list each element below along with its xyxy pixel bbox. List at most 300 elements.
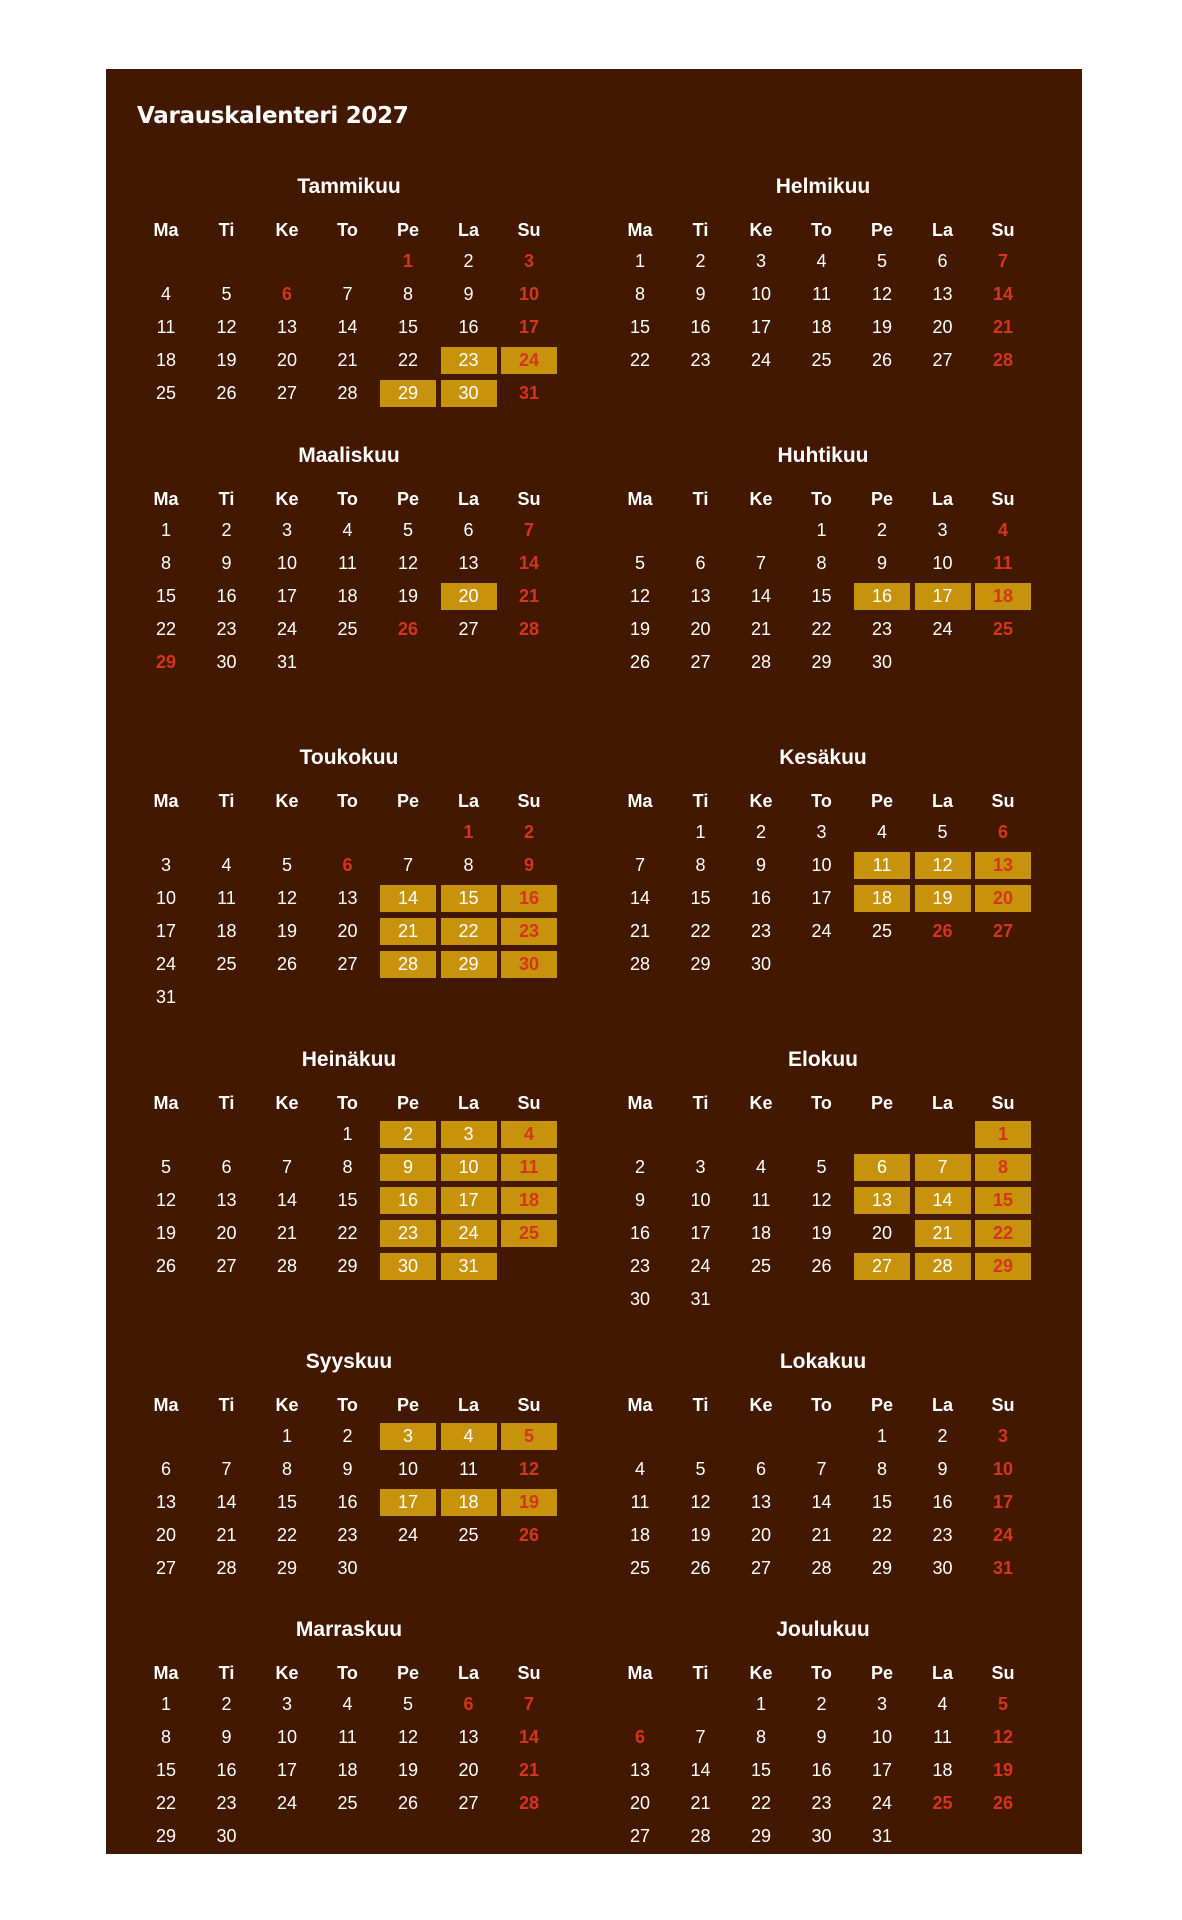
day-cell[interactable]: 8 (634, 284, 645, 304)
day-cell[interactable]: 2 (221, 520, 232, 540)
day-cell-booked[interactable]: 28 (380, 951, 436, 978)
day-cell[interactable]: 8 (342, 1157, 353, 1177)
day-cell[interactable]: 26 (992, 1793, 1014, 1813)
day-cell[interactable]: 2 (695, 251, 706, 271)
day-cell[interactable]: 25 (750, 1256, 772, 1276)
day-cell[interactable]: 6 (755, 1459, 766, 1479)
day-cell[interactable]: 11 (933, 1727, 952, 1747)
day-cell[interactable]: 28 (992, 350, 1014, 370)
day-cell[interactable]: 2 (816, 1694, 827, 1714)
day-cell[interactable]: 13 (458, 1727, 479, 1747)
day-cell[interactable]: 29 (871, 1558, 893, 1578)
day-cell[interactable]: 26 (397, 1793, 419, 1813)
day-cell[interactable]: 3 (937, 520, 948, 540)
day-cell[interactable]: 7 (997, 251, 1008, 271)
day-cell[interactable]: 10 (276, 553, 298, 573)
day-cell[interactable]: 16 (690, 317, 711, 337)
day-cell[interactable]: 23 (216, 619, 237, 639)
day-cell[interactable]: 4 (160, 284, 171, 304)
day-cell[interactable]: 11 (459, 1459, 478, 1479)
day-cell[interactable]: 4 (937, 1694, 948, 1714)
day-cell[interactable]: 8 (160, 1727, 171, 1747)
day-cell[interactable]: 8 (281, 1459, 292, 1479)
day-cell[interactable]: 22 (690, 921, 711, 941)
day-cell[interactable]: 9 (816, 1727, 827, 1747)
day-cell[interactable]: 14 (992, 284, 1014, 304)
day-cell[interactable]: 19 (811, 1223, 832, 1243)
day-cell[interactable]: 16 (216, 1760, 237, 1780)
day-cell[interactable]: 1 (342, 1124, 353, 1144)
day-cell-booked[interactable]: 7 (915, 1154, 971, 1181)
day-cell[interactable]: 10 (155, 888, 177, 908)
day-cell[interactable]: 16 (750, 888, 772, 908)
day-cell[interactable]: 7 (221, 1459, 232, 1479)
day-cell[interactable]: 18 (811, 317, 832, 337)
day-cell[interactable]: 6 (342, 855, 353, 875)
day-cell[interactable]: 23 (811, 1793, 832, 1813)
day-cell[interactable]: 23 (629, 1256, 651, 1276)
day-cell[interactable]: 25 (458, 1525, 479, 1545)
day-cell[interactable]: 3 (997, 1426, 1008, 1446)
day-cell[interactable]: 19 (216, 350, 237, 370)
day-cell[interactable]: 2 (342, 1426, 353, 1446)
day-cell[interactable]: 1 (816, 520, 827, 540)
day-cell[interactable]: 9 (342, 1459, 353, 1479)
day-cell[interactable]: 28 (337, 383, 358, 403)
day-cell[interactable]: 5 (876, 251, 887, 271)
day-cell[interactable]: 30 (750, 954, 772, 974)
day-cell[interactable]: 15 (750, 1760, 772, 1780)
day-cell-booked[interactable]: 5 (501, 1423, 557, 1450)
day-cell[interactable]: 12 (811, 1190, 832, 1210)
day-cell[interactable]: 6 (997, 822, 1008, 842)
day-cell[interactable]: 11 (993, 553, 1013, 573)
day-cell[interactable]: 10 (276, 1727, 298, 1747)
day-cell-booked[interactable]: 31 (441, 1253, 497, 1280)
day-cell[interactable]: 14 (750, 586, 772, 606)
day-cell[interactable]: 22 (397, 350, 419, 370)
day-cell[interactable]: 29 (276, 1558, 298, 1578)
day-cell[interactable]: 25 (811, 350, 832, 370)
day-cell[interactable]: 1 (160, 1694, 171, 1714)
day-cell[interactable]: 21 (750, 619, 772, 639)
day-cell[interactable]: 22 (155, 1793, 177, 1813)
day-cell-booked[interactable]: 10 (441, 1154, 497, 1181)
day-cell-booked[interactable]: 24 (441, 1220, 497, 1247)
day-cell[interactable]: 20 (155, 1525, 177, 1545)
day-cell[interactable]: 7 (816, 1459, 827, 1479)
day-cell[interactable]: 26 (216, 383, 237, 403)
day-cell[interactable]: 10 (871, 1727, 893, 1747)
day-cell[interactable]: 5 (402, 1694, 413, 1714)
day-cell[interactable]: 25 (155, 383, 177, 403)
day-cell[interactable]: 24 (932, 619, 953, 639)
day-cell[interactable]: 26 (518, 1525, 540, 1545)
day-cell[interactable]: 6 (695, 553, 706, 573)
day-cell-booked[interactable]: 16 (854, 583, 910, 610)
day-cell-booked[interactable]: 20 (441, 583, 497, 610)
day-cell[interactable]: 14 (276, 1190, 298, 1210)
day-cell[interactable]: 3 (160, 855, 171, 875)
day-cell[interactable]: 6 (937, 251, 948, 271)
day-cell[interactable]: 14 (337, 317, 358, 337)
day-cell-booked[interactable]: 29 (975, 1253, 1031, 1280)
day-cell[interactable]: 19 (397, 1760, 419, 1780)
day-cell[interactable]: 26 (397, 619, 419, 639)
day-cell[interactable]: 29 (750, 1826, 772, 1846)
day-cell[interactable]: 11 (751, 1190, 771, 1210)
day-cell[interactable]: 12 (397, 1727, 419, 1747)
day-cell[interactable]: 24 (871, 1793, 893, 1813)
day-cell[interactable]: 17 (690, 1223, 711, 1243)
day-cell[interactable]: 18 (337, 1760, 358, 1780)
day-cell[interactable]: 11 (812, 284, 831, 304)
day-cell-booked[interactable]: 22 (975, 1220, 1031, 1247)
day-cell[interactable]: 15 (871, 1492, 893, 1512)
day-cell[interactable]: 5 (402, 520, 413, 540)
day-cell[interactable]: 4 (997, 520, 1008, 540)
day-cell[interactable]: 23 (337, 1525, 358, 1545)
day-cell-booked[interactable]: 18 (441, 1489, 497, 1516)
day-cell[interactable]: 13 (932, 284, 953, 304)
day-cell[interactable]: 21 (629, 921, 651, 941)
day-cell[interactable]: 16 (629, 1223, 651, 1243)
day-cell[interactable]: 17 (155, 921, 177, 941)
day-cell[interactable]: 31 (518, 383, 540, 403)
day-cell[interactable]: 18 (337, 586, 358, 606)
day-cell[interactable]: 7 (342, 284, 353, 304)
day-cell-booked[interactable]: 22 (441, 918, 497, 945)
day-cell[interactable]: 29 (690, 954, 711, 974)
day-cell[interactable]: 24 (155, 954, 177, 974)
day-cell[interactable]: 21 (992, 317, 1014, 337)
day-cell[interactable]: 18 (629, 1525, 651, 1545)
day-cell[interactable]: 5 (221, 284, 232, 304)
day-cell-booked[interactable]: 17 (441, 1187, 497, 1214)
day-cell[interactable]: 21 (518, 586, 540, 606)
day-cell-booked[interactable]: 23 (441, 347, 497, 374)
day-cell-booked[interactable]: 16 (380, 1187, 436, 1214)
day-cell-booked[interactable]: 14 (380, 885, 436, 912)
day-cell[interactable]: 14 (811, 1492, 832, 1512)
day-cell[interactable]: 8 (755, 1727, 766, 1747)
day-cell[interactable]: 23 (690, 350, 711, 370)
day-cell-booked[interactable]: 30 (380, 1253, 436, 1280)
day-cell[interactable]: 28 (811, 1558, 832, 1578)
day-cell[interactable]: 15 (276, 1492, 298, 1512)
day-cell[interactable]: 15 (155, 586, 177, 606)
day-cell[interactable]: 28 (276, 1256, 298, 1276)
day-cell[interactable]: 30 (871, 652, 893, 672)
day-cell[interactable]: 4 (221, 855, 232, 875)
day-cell[interactable]: 20 (750, 1525, 772, 1545)
day-cell[interactable]: 12 (518, 1459, 540, 1479)
day-cell-booked[interactable]: 21 (380, 918, 436, 945)
day-cell[interactable]: 2 (937, 1426, 948, 1446)
day-cell[interactable]: 25 (216, 954, 237, 974)
day-cell[interactable]: 29 (155, 1826, 177, 1846)
day-cell[interactable]: 25 (992, 619, 1014, 639)
day-cell[interactable]: 11 (156, 317, 176, 337)
day-cell[interactable]: 4 (342, 1694, 353, 1714)
day-cell[interactable]: 3 (816, 822, 827, 842)
day-cell[interactable]: 10 (690, 1190, 711, 1210)
day-cell[interactable]: 14 (629, 888, 651, 908)
day-cell[interactable]: 17 (992, 1492, 1014, 1512)
day-cell[interactable]: 24 (276, 619, 298, 639)
day-cell[interactable]: 5 (634, 553, 645, 573)
day-cell[interactable]: 22 (750, 1793, 772, 1813)
day-cell-booked[interactable]: 24 (501, 347, 557, 374)
day-cell[interactable]: 24 (276, 1793, 298, 1813)
day-cell[interactable]: 19 (629, 619, 651, 639)
day-cell[interactable]: 13 (750, 1492, 772, 1512)
day-cell[interactable]: 23 (871, 619, 893, 639)
day-cell[interactable]: 26 (629, 652, 651, 672)
day-cell[interactable]: 9 (221, 553, 232, 573)
day-cell[interactable]: 1 (634, 251, 645, 271)
day-cell[interactable]: 12 (216, 317, 237, 337)
day-cell[interactable]: 16 (458, 317, 479, 337)
day-cell[interactable]: 13 (458, 553, 479, 573)
day-cell[interactable]: 1 (402, 251, 413, 271)
day-cell[interactable]: 12 (992, 1727, 1014, 1747)
day-cell[interactable]: 12 (155, 1190, 177, 1210)
day-cell[interactable]: 16 (337, 1492, 358, 1512)
day-cell-booked[interactable]: 21 (915, 1220, 971, 1247)
day-cell[interactable]: 26 (276, 954, 298, 974)
day-cell[interactable]: 27 (155, 1558, 177, 1578)
day-cell[interactable]: 19 (155, 1223, 177, 1243)
day-cell-booked[interactable]: 19 (915, 885, 971, 912)
day-cell[interactable]: 26 (932, 921, 953, 941)
day-cell[interactable]: 20 (629, 1793, 651, 1813)
day-cell[interactable]: 5 (997, 1694, 1008, 1714)
day-cell[interactable]: 9 (695, 284, 706, 304)
day-cell[interactable]: 15 (811, 586, 832, 606)
day-cell[interactable]: 31 (992, 1558, 1014, 1578)
day-cell-booked[interactable]: 29 (380, 380, 436, 407)
day-cell-booked[interactable]: 18 (975, 583, 1031, 610)
day-cell[interactable]: 3 (281, 520, 292, 540)
day-cell[interactable]: 5 (816, 1157, 827, 1177)
day-cell[interactable]: 19 (397, 586, 419, 606)
day-cell[interactable]: 7 (523, 1694, 534, 1714)
day-cell[interactable]: 20 (337, 921, 358, 941)
day-cell-booked[interactable]: 14 (915, 1187, 971, 1214)
day-cell-booked[interactable]: 23 (501, 918, 557, 945)
day-cell[interactable]: 5 (281, 855, 292, 875)
day-cell[interactable]: 4 (816, 251, 827, 271)
day-cell[interactable]: 9 (221, 1727, 232, 1747)
day-cell[interactable]: 14 (216, 1492, 237, 1512)
day-cell-booked[interactable]: 29 (441, 951, 497, 978)
day-cell-booked[interactable]: 9 (380, 1154, 436, 1181)
day-cell[interactable]: 9 (523, 855, 534, 875)
day-cell[interactable]: 13 (276, 317, 298, 337)
day-cell[interactable]: 10 (518, 284, 540, 304)
day-cell[interactable]: 19 (690, 1525, 711, 1545)
day-cell[interactable]: 19 (276, 921, 298, 941)
day-cell[interactable]: 4 (634, 1459, 645, 1479)
day-cell[interactable]: 8 (695, 855, 706, 875)
day-cell-booked[interactable]: 16 (501, 885, 557, 912)
day-cell[interactable]: 30 (629, 1289, 651, 1309)
day-cell[interactable]: 4 (876, 822, 887, 842)
day-cell[interactable]: 17 (518, 317, 540, 337)
day-cell[interactable]: 27 (458, 619, 479, 639)
day-cell[interactable]: 7 (695, 1727, 706, 1747)
day-cell[interactable]: 5 (937, 822, 948, 842)
day-cell[interactable]: 2 (221, 1694, 232, 1714)
day-cell[interactable]: 25 (871, 921, 893, 941)
day-cell[interactable]: 25 (932, 1793, 953, 1813)
day-cell[interactable]: 22 (155, 619, 177, 639)
day-cell[interactable]: 12 (397, 553, 419, 573)
day-cell[interactable]: 2 (876, 520, 887, 540)
day-cell[interactable]: 2 (523, 822, 534, 842)
day-cell[interactable]: 7 (402, 855, 413, 875)
day-cell[interactable]: 27 (629, 1826, 651, 1846)
day-cell[interactable]: 19 (871, 317, 893, 337)
day-cell-booked[interactable]: 4 (441, 1423, 497, 1450)
day-cell[interactable]: 31 (155, 987, 177, 1007)
day-cell[interactable]: 23 (750, 921, 772, 941)
day-cell[interactable]: 18 (216, 921, 237, 941)
day-cell[interactable]: 28 (690, 1826, 711, 1846)
day-cell-booked[interactable]: 30 (501, 951, 557, 978)
day-cell[interactable]: 7 (755, 553, 766, 573)
day-cell[interactable]: 28 (518, 1793, 540, 1813)
day-cell-booked[interactable]: 2 (380, 1121, 436, 1148)
day-cell-booked[interactable]: 15 (975, 1187, 1031, 1214)
day-cell-booked[interactable]: 23 (380, 1220, 436, 1247)
day-cell[interactable]: 28 (629, 954, 651, 974)
day-cell[interactable]: 22 (811, 619, 832, 639)
day-cell[interactable]: 3 (876, 1694, 887, 1714)
day-cell[interactable]: 20 (458, 1760, 479, 1780)
day-cell[interactable]: 26 (871, 350, 893, 370)
day-cell[interactable]: 18 (155, 350, 177, 370)
day-cell[interactable]: 6 (463, 520, 474, 540)
day-cell[interactable]: 21 (216, 1525, 237, 1545)
day-cell[interactable]: 28 (216, 1558, 237, 1578)
day-cell[interactable]: 9 (755, 855, 766, 875)
day-cell[interactable]: 27 (276, 383, 298, 403)
day-cell[interactable]: 8 (402, 284, 413, 304)
day-cell[interactable]: 29 (155, 652, 177, 672)
day-cell[interactable]: 17 (811, 888, 832, 908)
day-cell[interactable]: 22 (276, 1525, 298, 1545)
day-cell[interactable]: 31 (690, 1289, 711, 1309)
day-cell[interactable]: 16 (932, 1492, 953, 1512)
day-cell-booked[interactable]: 17 (380, 1489, 436, 1516)
day-cell-booked[interactable]: 27 (854, 1253, 910, 1280)
day-cell[interactable]: 6 (634, 1727, 645, 1747)
day-cell[interactable]: 22 (871, 1525, 893, 1545)
day-cell-booked[interactable]: 19 (501, 1489, 557, 1516)
day-cell-booked[interactable]: 30 (441, 380, 497, 407)
day-cell[interactable]: 21 (518, 1760, 540, 1780)
day-cell-booked[interactable]: 18 (854, 885, 910, 912)
day-cell[interactable]: 31 (871, 1826, 893, 1846)
day-cell-booked[interactable]: 28 (915, 1253, 971, 1280)
day-cell[interactable]: 27 (750, 1558, 772, 1578)
day-cell[interactable]: 29 (811, 652, 832, 672)
day-cell[interactable]: 18 (750, 1223, 772, 1243)
day-cell[interactable]: 6 (160, 1459, 171, 1479)
day-cell[interactable]: 1 (876, 1426, 887, 1446)
day-cell[interactable]: 14 (518, 1727, 540, 1747)
day-cell-booked[interactable]: 13 (854, 1187, 910, 1214)
day-cell[interactable]: 26 (690, 1558, 711, 1578)
day-cell-booked[interactable]: 17 (915, 583, 971, 610)
day-cell-booked[interactable]: 3 (380, 1423, 436, 1450)
day-cell[interactable]: 30 (811, 1826, 832, 1846)
day-cell[interactable]: 11 (338, 1727, 357, 1747)
day-cell[interactable]: 21 (690, 1793, 711, 1813)
day-cell[interactable]: 14 (518, 553, 540, 573)
day-cell[interactable]: 20 (216, 1223, 237, 1243)
day-cell[interactable]: 24 (811, 921, 832, 941)
day-cell[interactable]: 25 (337, 619, 358, 639)
day-cell[interactable]: 30 (337, 1558, 358, 1578)
day-cell[interactable]: 1 (160, 520, 171, 540)
day-cell[interactable]: 20 (276, 350, 298, 370)
day-cell[interactable]: 9 (876, 553, 887, 573)
day-cell[interactable]: 28 (518, 619, 540, 639)
day-cell[interactable]: 11 (630, 1492, 650, 1512)
day-cell[interactable]: 10 (811, 855, 832, 875)
day-cell[interactable]: 15 (397, 317, 419, 337)
day-cell[interactable]: 17 (871, 1760, 893, 1780)
day-cell[interactable]: 8 (876, 1459, 887, 1479)
day-cell[interactable]: 30 (932, 1558, 953, 1578)
day-cell[interactable]: 13 (155, 1492, 177, 1512)
day-cell[interactable]: 27 (932, 350, 953, 370)
day-cell[interactable]: 23 (932, 1525, 953, 1545)
day-cell[interactable]: 18 (932, 1760, 953, 1780)
day-cell[interactable]: 12 (690, 1492, 711, 1512)
day-cell-booked[interactable]: 1 (975, 1121, 1031, 1148)
day-cell[interactable]: 13 (690, 586, 711, 606)
day-cell[interactable]: 27 (992, 921, 1014, 941)
day-cell[interactable]: 1 (281, 1426, 292, 1446)
day-cell[interactable]: 14 (690, 1760, 711, 1780)
day-cell[interactable]: 8 (160, 553, 171, 573)
day-cell[interactable]: 21 (811, 1525, 832, 1545)
day-cell[interactable]: 31 (276, 652, 298, 672)
day-cell[interactable]: 3 (695, 1157, 706, 1177)
day-cell[interactable]: 26 (811, 1256, 832, 1276)
day-cell[interactable]: 7 (523, 520, 534, 540)
day-cell-booked[interactable]: 8 (975, 1154, 1031, 1181)
day-cell[interactable]: 8 (463, 855, 474, 875)
day-cell[interactable]: 20 (871, 1223, 893, 1243)
day-cell[interactable]: 28 (750, 652, 772, 672)
day-cell[interactable]: 1 (755, 1694, 766, 1714)
day-cell[interactable]: 27 (337, 954, 358, 974)
day-cell[interactable]: 17 (750, 317, 772, 337)
day-cell[interactable]: 27 (458, 1793, 479, 1813)
day-cell[interactable]: 9 (634, 1190, 645, 1210)
day-cell-booked[interactable]: 3 (441, 1121, 497, 1148)
day-cell[interactable]: 27 (216, 1256, 237, 1276)
day-cell[interactable]: 13 (216, 1190, 237, 1210)
day-cell[interactable]: 3 (281, 1694, 292, 1714)
day-cell[interactable]: 7 (634, 855, 645, 875)
day-cell[interactable]: 8 (816, 553, 827, 573)
